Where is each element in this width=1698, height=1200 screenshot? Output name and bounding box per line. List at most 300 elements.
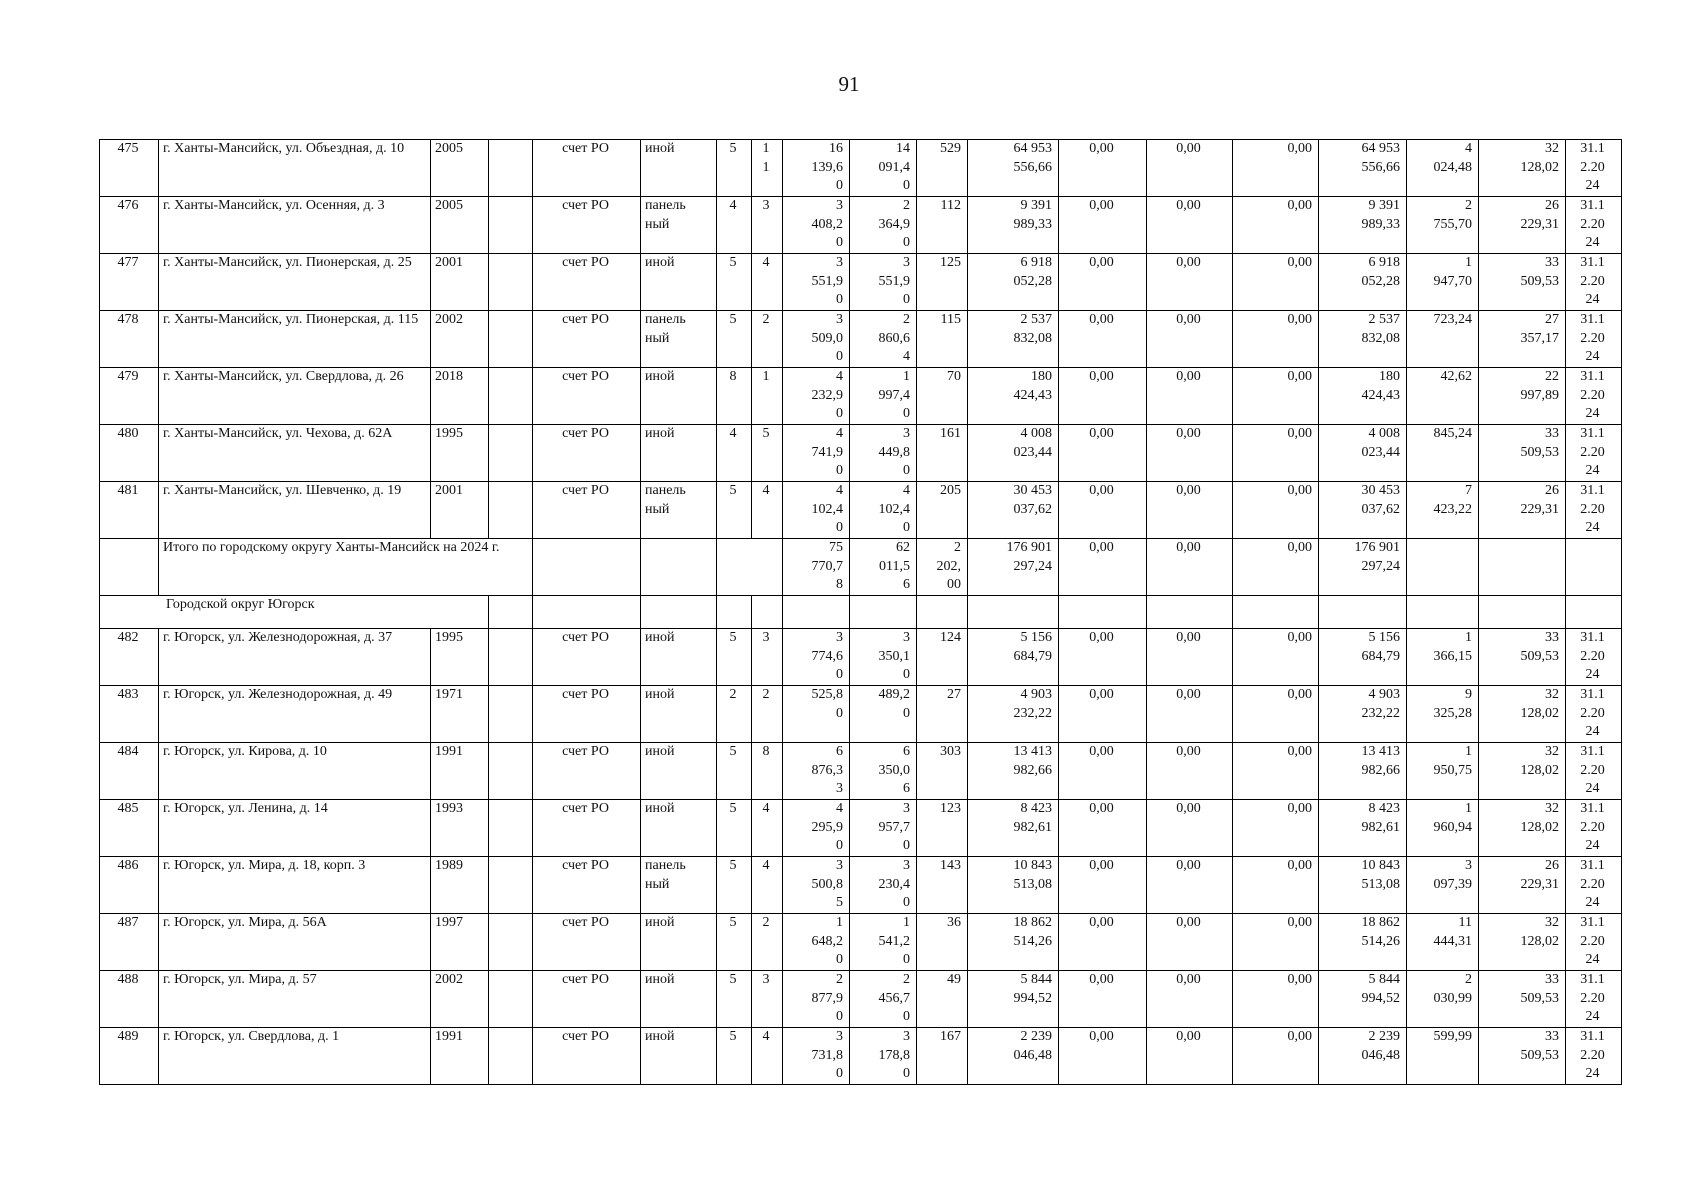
area-total-cell: 6 876,3 3: [783, 743, 850, 800]
total-row: [100, 539, 1622, 596]
own-funds-cell: 10 843 513,08: [1319, 857, 1407, 914]
build-year-cell: 1991: [431, 743, 489, 800]
build-year-cell: 2001: [431, 254, 489, 311]
unit-cost-cell: 2 030,99: [1407, 971, 1479, 1028]
table-row: [100, 140, 1622, 197]
fund-1-cell: 0,00: [1059, 971, 1147, 1028]
own-funds-cell: 6 918 052,28: [1319, 254, 1407, 311]
entrances-cell: 2: [752, 914, 783, 971]
fund-2-cell: 0,00: [1147, 686, 1233, 743]
wall-material-cell: панель ный: [641, 311, 717, 368]
entrances-cell: 5: [752, 425, 783, 482]
empty-col-cell: [489, 140, 533, 197]
fund-method-cell: счет РО: [533, 368, 641, 425]
area-total-cell: 3 408,2 0: [783, 197, 850, 254]
address-cell: г. Югорск, ул. Мира, д. 56А: [159, 914, 431, 971]
floors-cell: 5: [717, 140, 752, 197]
empty-col-cell: [489, 914, 533, 971]
entrances-cell: 4: [752, 1028, 783, 1085]
deadline-cell: 31.1 2.20 24: [1566, 686, 1622, 743]
area-total-cell: 525,8 0: [783, 686, 850, 743]
unit-cost-cell: 1 950,75: [1407, 743, 1479, 800]
area-living-cell: 1 541,2 0: [850, 914, 917, 971]
limit-cost-cell: 26 229,31: [1479, 857, 1566, 914]
own-funds-cell: 4 903 232,22: [1319, 686, 1407, 743]
row-number-cell: 479: [100, 368, 159, 425]
deadline-cell: 31.1 2.20 24: [1566, 800, 1622, 857]
fund-1-cell: 0,00: [1059, 857, 1147, 914]
floors-cell: 5: [717, 311, 752, 368]
area-total-cell: 4 102,4 0: [783, 482, 850, 539]
address-cell: г. Югорск, ул. Ленина, д. 14: [159, 800, 431, 857]
fund-2-cell: 0,00: [1147, 971, 1233, 1028]
fund-3-cell: 0,00: [1233, 629, 1319, 686]
own-funds-cell: 64 953 556,66: [1319, 140, 1407, 197]
wall-material-cell: иной: [641, 1028, 717, 1085]
address-cell: г. Ханты-Мансийск, ул. Объездная, д. 10: [159, 140, 431, 197]
empty-col-cell: [489, 1028, 533, 1085]
address-cell: г. Югорск, ул. Мира, д. 57: [159, 971, 431, 1028]
build-year-cell: 1991: [431, 1028, 489, 1085]
fund-3-cell: 0,00: [1233, 311, 1319, 368]
row-number-cell: 483: [100, 686, 159, 743]
own-funds-cell: 2 537 832,08: [1319, 311, 1407, 368]
table-row: [100, 425, 1622, 482]
address-cell: г. Ханты-Мансийск, ул. Пионерская, д. 25: [159, 254, 431, 311]
floors-cell: 4: [717, 425, 752, 482]
build-year-cell: 2001: [431, 482, 489, 539]
area-living-cell: 489,2 0: [850, 686, 917, 743]
entrances-cell: 4: [752, 800, 783, 857]
repair-cost-cell: 18 862 514,26: [968, 914, 1059, 971]
build-year-cell: 1997: [431, 914, 489, 971]
fund-method-cell: счет РО: [533, 311, 641, 368]
entrances-cell: 4: [752, 857, 783, 914]
fund-1-cell: 0,00: [1059, 629, 1147, 686]
residents-cell: 125: [917, 254, 968, 311]
wall-material-cell: иной: [641, 971, 717, 1028]
empty-col-cell: [489, 368, 533, 425]
fund-method-cell: счет РО: [533, 857, 641, 914]
fund-1-cell: 0,00: [1059, 743, 1147, 800]
wall-material-cell: панель ный: [641, 482, 717, 539]
fund-1-cell: 0,00: [1059, 425, 1147, 482]
entrances-cell: 4: [752, 254, 783, 311]
address-cell: г. Ханты-Мансийск, ул. Чехова, д. 62А: [159, 425, 431, 482]
area-total-cell: 3 500,8 5: [783, 857, 850, 914]
area-living-cell: 2 860,6 4: [850, 311, 917, 368]
own-funds-cell: 13 413 982,66: [1319, 743, 1407, 800]
build-year-cell: 2018: [431, 368, 489, 425]
address-cell: г. Югорск, ул. Свердлова, д. 1: [159, 1028, 431, 1085]
address-cell: г. Ханты-Мансийск, ул. Свердлова, д. 26: [159, 368, 431, 425]
empty-col-cell: [489, 686, 533, 743]
area-living-cell: 3 551,9 0: [850, 254, 917, 311]
table-row: [100, 971, 1622, 1028]
page-number: 91: [838, 72, 860, 96]
address-cell: г. Ханты-Мансийск, ул. Пионерская, д. 115: [159, 311, 431, 368]
address-cell: г. Ханты-Мансийск, ул. Шевченко, д. 19: [159, 482, 431, 539]
floors-cell: 4: [717, 197, 752, 254]
area-living-cell: 3 230,4 0: [850, 857, 917, 914]
unit-cost-cell: 9 325,28: [1407, 686, 1479, 743]
entrances-cell: 2: [752, 686, 783, 743]
area-total-cell: 3 551,9 0: [783, 254, 850, 311]
entrances-cell: 3: [752, 629, 783, 686]
area-living-cell: 4 102,4 0: [850, 482, 917, 539]
floors-cell: 5: [717, 743, 752, 800]
fund-1-cell: 0,00: [1059, 368, 1147, 425]
wall-material-cell: иной: [641, 686, 717, 743]
fund-1-cell: 0,00: [1059, 254, 1147, 311]
fund-2-cell: 0,00: [1147, 368, 1233, 425]
empty-col-cell: [489, 800, 533, 857]
table-row: [100, 311, 1622, 368]
unit-cost-cell: 7 423,22: [1407, 482, 1479, 539]
table-row: [100, 800, 1622, 857]
limit-cost-cell: 32 128,02: [1479, 686, 1566, 743]
repair-cost-cell: 4 903 232,22: [968, 686, 1059, 743]
fund-method-cell: счет РО: [533, 629, 641, 686]
build-year-cell: 2005: [431, 140, 489, 197]
residents-cell: 529: [917, 140, 968, 197]
address-cell: г. Югорск, ул. Железнодорожная, д. 49: [159, 686, 431, 743]
area-total-cell: 1 648,2 0: [783, 914, 850, 971]
fund-3-cell: 0,00: [1233, 743, 1319, 800]
repair-cost-cell: 10 843 513,08: [968, 857, 1059, 914]
row-number-cell: 488: [100, 971, 159, 1028]
floors-cell: 5: [717, 971, 752, 1028]
table-row: [100, 629, 1622, 686]
fund-1-cell: 0,00: [1059, 914, 1147, 971]
empty-col-cell: [489, 857, 533, 914]
total-fund-3: 0,00: [1233, 539, 1319, 596]
fund-2-cell: 0,00: [1147, 311, 1233, 368]
unit-cost-cell: 723,24: [1407, 311, 1479, 368]
fund-1-cell: 0,00: [1059, 311, 1147, 368]
limit-cost-cell: 26 229,31: [1479, 197, 1566, 254]
area-living-cell: 3 350,1 0: [850, 629, 917, 686]
wall-material-cell: иной: [641, 254, 717, 311]
fund-2-cell: 0,00: [1147, 254, 1233, 311]
limit-cost-cell: 33 509,53: [1479, 425, 1566, 482]
row-number-cell: 481: [100, 482, 159, 539]
wall-material-cell: иной: [641, 368, 717, 425]
total-cost: 176 901 297,24: [968, 539, 1059, 596]
repair-cost-cell: 9 391 989,33: [968, 197, 1059, 254]
entrances-cell: 2: [752, 311, 783, 368]
row-number-cell: 486: [100, 857, 159, 914]
entrances-cell: 3: [752, 197, 783, 254]
entrances-cell: 1: [752, 368, 783, 425]
table-row: [100, 197, 1622, 254]
total-label: Итого по городскому округу Ханты-Мансийск на 2024 г.: [159, 539, 533, 596]
entrances-cell: 8: [752, 743, 783, 800]
fund-method-cell: счет РО: [533, 197, 641, 254]
area-total-cell: 16 139,6 0: [783, 140, 850, 197]
limit-cost-cell: 33 509,53: [1479, 1028, 1566, 1085]
unit-cost-cell: 845,24: [1407, 425, 1479, 482]
fund-3-cell: 0,00: [1233, 857, 1319, 914]
residents-cell: 123: [917, 800, 968, 857]
build-year-cell: 2002: [431, 971, 489, 1028]
residents-cell: 115: [917, 311, 968, 368]
row-number-cell: 482: [100, 629, 159, 686]
table-row: [100, 914, 1622, 971]
wall-material-cell: иной: [641, 800, 717, 857]
limit-cost-cell: 32 128,02: [1479, 914, 1566, 971]
unit-cost-cell: 42,62: [1407, 368, 1479, 425]
fund-2-cell: 0,00: [1147, 425, 1233, 482]
floors-cell: 8: [717, 368, 752, 425]
area-total-cell: 3 509,0 0: [783, 311, 850, 368]
floors-cell: 5: [717, 1028, 752, 1085]
residents-cell: 143: [917, 857, 968, 914]
wall-material-cell: иной: [641, 629, 717, 686]
unit-cost-cell: 1 947,70: [1407, 254, 1479, 311]
housing-register-table: [99, 139, 1622, 1085]
fund-method-cell: счет РО: [533, 482, 641, 539]
fund-2-cell: 0,00: [1147, 629, 1233, 686]
fund-method-cell: счет РО: [533, 140, 641, 197]
fund-1-cell: 0,00: [1059, 482, 1147, 539]
build-year-cell: 1995: [431, 629, 489, 686]
own-funds-cell: 2 239 046,48: [1319, 1028, 1407, 1085]
fund-method-cell: счет РО: [533, 254, 641, 311]
fund-3-cell: 0,00: [1233, 482, 1319, 539]
floors-cell: 5: [717, 857, 752, 914]
deadline-cell: 31.1 2.20 24: [1566, 971, 1622, 1028]
row-number-cell: 476: [100, 197, 159, 254]
khanty-mansiysk-rows: [100, 140, 1622, 539]
residents-cell: 303: [917, 743, 968, 800]
total-fund-2: 0,00: [1147, 539, 1233, 596]
area-total-cell: 4 232,9 0: [783, 368, 850, 425]
entrances-cell: 4: [752, 482, 783, 539]
empty-col-cell: [489, 311, 533, 368]
own-funds-cell: 4 008 023,44: [1319, 425, 1407, 482]
own-funds-cell: 180 424,43: [1319, 368, 1407, 425]
repair-cost-cell: 8 423 982,61: [968, 800, 1059, 857]
fund-method-cell: счет РО: [533, 914, 641, 971]
fund-3-cell: 0,00: [1233, 1028, 1319, 1085]
floors-cell: 5: [717, 629, 752, 686]
limit-cost-cell: 32 128,02: [1479, 140, 1566, 197]
limit-cost-cell: 27 357,17: [1479, 311, 1566, 368]
fund-2-cell: 0,00: [1147, 914, 1233, 971]
total-fund-1: 0,00: [1059, 539, 1147, 596]
empty-col-cell: [489, 743, 533, 800]
table-row: [100, 254, 1622, 311]
total-section: [100, 539, 1622, 629]
area-living-cell: 2 456,7 0: [850, 971, 917, 1028]
fund-method-cell: счет РО: [533, 425, 641, 482]
fund-2-cell: 0,00: [1147, 743, 1233, 800]
unit-cost-cell: 1 366,15: [1407, 629, 1479, 686]
repair-cost-cell: 4 008 023,44: [968, 425, 1059, 482]
address-cell: г. Югорск, ул. Кирова, д. 10: [159, 743, 431, 800]
residents-cell: 124: [917, 629, 968, 686]
build-year-cell: 1971: [431, 686, 489, 743]
residents-cell: 70: [917, 368, 968, 425]
unit-cost-cell: 599,99: [1407, 1028, 1479, 1085]
fund-method-cell: счет РО: [533, 800, 641, 857]
wall-material-cell: иной: [641, 743, 717, 800]
floors-cell: 5: [717, 254, 752, 311]
table-row: [100, 743, 1622, 800]
deadline-cell: 31.1 2.20 24: [1566, 914, 1622, 971]
unit-cost-cell: 3 097,39: [1407, 857, 1479, 914]
fund-1-cell: 0,00: [1059, 1028, 1147, 1085]
limit-cost-cell: 22 997,89: [1479, 368, 1566, 425]
fund-2-cell: 0,00: [1147, 1028, 1233, 1085]
total-area-living: 62 011,5 6: [850, 539, 917, 596]
own-funds-cell: 9 391 989,33: [1319, 197, 1407, 254]
area-living-cell: 6 350,0 6: [850, 743, 917, 800]
deadline-cell: 31.1 2.20 24: [1566, 140, 1622, 197]
build-year-cell: 2005: [431, 197, 489, 254]
deadline-cell: 31.1 2.20 24: [1566, 254, 1622, 311]
fund-1-cell: 0,00: [1059, 197, 1147, 254]
limit-cost-cell: 33 509,53: [1479, 254, 1566, 311]
repair-cost-cell: 64 953 556,66: [968, 140, 1059, 197]
residents-cell: 161: [917, 425, 968, 482]
repair-cost-cell: 6 918 052,28: [968, 254, 1059, 311]
fund-3-cell: 0,00: [1233, 914, 1319, 971]
fund-method-cell: счет РО: [533, 686, 641, 743]
limit-cost-cell: 33 509,53: [1479, 971, 1566, 1028]
entrances-cell: 1 1: [752, 140, 783, 197]
floors-cell: 2: [717, 686, 752, 743]
residents-cell: 167: [917, 1028, 968, 1085]
area-living-cell: 1 997,4 0: [850, 368, 917, 425]
unit-cost-cell: 4 024,48: [1407, 140, 1479, 197]
empty-col-cell: [489, 425, 533, 482]
deadline-cell: 31.1 2.20 24: [1566, 197, 1622, 254]
floors-cell: 5: [717, 800, 752, 857]
fund-3-cell: 0,00: [1233, 686, 1319, 743]
area-living-cell: 2 364,9 0: [850, 197, 917, 254]
repair-cost-cell: 2 239 046,48: [968, 1028, 1059, 1085]
limit-cost-cell: 32 128,02: [1479, 800, 1566, 857]
floors-cell: 5: [717, 482, 752, 539]
unit-cost-cell: 2 755,70: [1407, 197, 1479, 254]
fund-method-cell: счет РО: [533, 743, 641, 800]
address-cell: г. Югорск, ул. Мира, д. 18, корп. 3: [159, 857, 431, 914]
table-row: [100, 857, 1622, 914]
build-year-cell: 1993: [431, 800, 489, 857]
repair-cost-cell: 13 413 982,66: [968, 743, 1059, 800]
limit-cost-cell: 26 229,31: [1479, 482, 1566, 539]
wall-material-cell: иной: [641, 140, 717, 197]
limit-cost-cell: 33 509,53: [1479, 629, 1566, 686]
build-year-cell: 1989: [431, 857, 489, 914]
entrances-cell: 3: [752, 971, 783, 1028]
row-number-cell: 478: [100, 311, 159, 368]
fund-3-cell: 0,00: [1233, 254, 1319, 311]
empty-col-cell: [489, 971, 533, 1028]
area-living-cell: 3 449,8 0: [850, 425, 917, 482]
deadline-cell: 31.1 2.20 24: [1566, 743, 1622, 800]
area-total-cell: 3 731,8 0: [783, 1028, 850, 1085]
fund-1-cell: 0,00: [1059, 800, 1147, 857]
row-number-cell: 484: [100, 743, 159, 800]
empty-col-cell: [489, 629, 533, 686]
area-total-cell: 3 774,6 0: [783, 629, 850, 686]
floors-cell: 5: [717, 914, 752, 971]
limit-cost-cell: 32 128,02: [1479, 743, 1566, 800]
own-funds-cell: 8 423 982,61: [1319, 800, 1407, 857]
own-funds-cell: 5 156 684,79: [1319, 629, 1407, 686]
repair-cost-cell: 180 424,43: [968, 368, 1059, 425]
wall-material-cell: панель ный: [641, 197, 717, 254]
area-living-cell: 3 957,7 0: [850, 800, 917, 857]
wall-material-cell: иной: [641, 425, 717, 482]
row-number-cell: 475: [100, 140, 159, 197]
wall-material-cell: панель ный: [641, 857, 717, 914]
area-total-cell: 4 295,9 0: [783, 800, 850, 857]
deadline-cell: 31.1 2.20 24: [1566, 857, 1622, 914]
fund-3-cell: 0,00: [1233, 971, 1319, 1028]
residents-cell: 36: [917, 914, 968, 971]
deadline-cell: 31.1 2.20 24: [1566, 425, 1622, 482]
table-row: [100, 482, 1622, 539]
unit-cost-cell: 11 444,31: [1407, 914, 1479, 971]
address-cell: г. Ханты-Мансийск, ул. Осенняя, д. 3: [159, 197, 431, 254]
deadline-cell: 31.1 2.20 24: [1566, 1028, 1622, 1085]
own-funds-cell: 18 862 514,26: [1319, 914, 1407, 971]
fund-3-cell: 0,00: [1233, 197, 1319, 254]
area-total-cell: 2 877,9 0: [783, 971, 850, 1028]
table-row: [100, 1028, 1622, 1085]
build-year-cell: 2002: [431, 311, 489, 368]
empty-col-cell: [489, 197, 533, 254]
area-total-cell: 4 741,9 0: [783, 425, 850, 482]
fund-3-cell: 0,00: [1233, 140, 1319, 197]
area-living-cell: 14 091,4 0: [850, 140, 917, 197]
fund-2-cell: 0,00: [1147, 800, 1233, 857]
row-number-cell: 487: [100, 914, 159, 971]
fund-3-cell: 0,00: [1233, 800, 1319, 857]
fund-2-cell: 0,00: [1147, 197, 1233, 254]
total-residents: 2 202, 00: [917, 539, 968, 596]
wall-material-cell: иной: [641, 914, 717, 971]
fund-1-cell: 0,00: [1059, 140, 1147, 197]
empty-col-cell: [489, 254, 533, 311]
unit-cost-cell: 1 960,94: [1407, 800, 1479, 857]
repair-cost-cell: 5 156 684,79: [968, 629, 1059, 686]
fund-3-cell: 0,00: [1233, 425, 1319, 482]
repair-cost-cell: 30 453 037,62: [968, 482, 1059, 539]
fund-3-cell: 0,00: [1233, 368, 1319, 425]
fund-1-cell: 0,00: [1059, 686, 1147, 743]
own-funds-cell: 30 453 037,62: [1319, 482, 1407, 539]
table-row: [100, 686, 1622, 743]
deadline-cell: 31.1 2.20 24: [1566, 368, 1622, 425]
row-number-cell: 489: [100, 1028, 159, 1085]
repair-cost-cell: 5 844 994,52: [968, 971, 1059, 1028]
fund-method-cell: счет РО: [533, 971, 641, 1028]
build-year-cell: 1995: [431, 425, 489, 482]
fund-2-cell: 0,00: [1147, 857, 1233, 914]
fund-method-cell: счет РО: [533, 1028, 641, 1085]
residents-cell: 205: [917, 482, 968, 539]
yugorsk-rows: [100, 629, 1622, 1085]
row-number-cell: 480: [100, 425, 159, 482]
deadline-cell: 31.1 2.20 24: [1566, 311, 1622, 368]
residents-cell: 27: [917, 686, 968, 743]
deadline-cell: 31.1 2.20 24: [1566, 629, 1622, 686]
